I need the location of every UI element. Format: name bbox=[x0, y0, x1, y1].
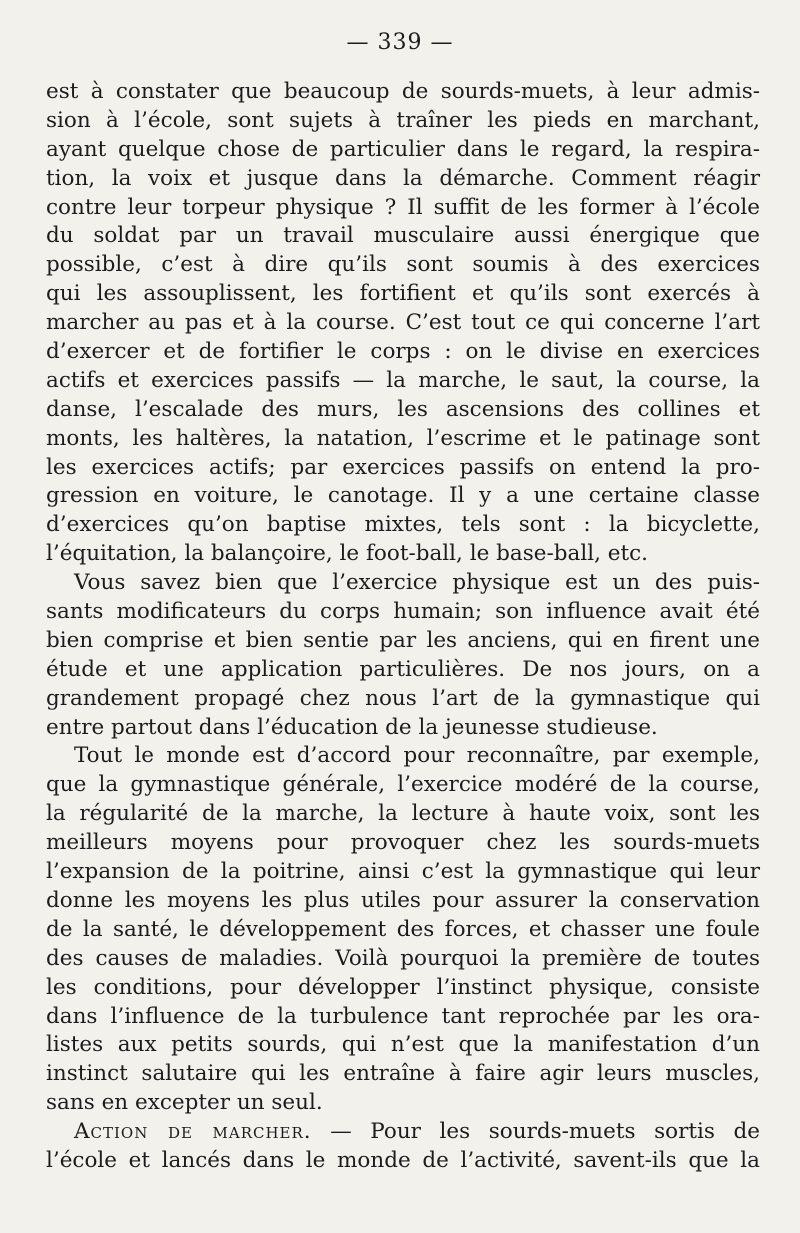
section-heading-continuation: — Pour les sourds-muets sortis de bbox=[311, 1119, 761, 1145]
text-line: que la gymnastique générale, l’exercice modéré de la course, bbox=[46, 772, 760, 798]
text-line: meilleurs moyens pour provoquer chez les sourds-muets bbox=[46, 830, 760, 856]
text-line: les conditions, pour développer l’instinct physique, consiste bbox=[46, 974, 760, 1000]
text-line: de la santé, le développement des forces, et chasser une foule bbox=[46, 916, 760, 942]
text-line: sans en excepter un seul. bbox=[46, 1090, 323, 1116]
text-line: Tout le monde est d’accord pour reconnaître, par exemple, bbox=[74, 743, 760, 769]
text-line: possible, c’est à dire qu’ils sont soumis à des exercices bbox=[46, 252, 760, 278]
text-line: des causes de maladies. Voilà pourquoi la première de toutes bbox=[46, 945, 760, 971]
section-heading: Action de marcher. bbox=[74, 1119, 312, 1145]
text-line: étude et une application particulières. De nos jours, on a bbox=[46, 656, 760, 682]
text-line: monts, les haltères, la natation, l’escrime et le patinage sont bbox=[46, 425, 760, 451]
text-line: d’exercices qu’on baptise mixtes, tels sont : la bicyclette, bbox=[46, 512, 760, 538]
text-line: qui les assouplissent, les fortifient et qu’ils sont exercés à bbox=[46, 281, 760, 307]
text-line: Vous savez bien que l’exercice physique est un des puis- bbox=[74, 570, 760, 596]
text-line: marcher au pas et à la course. C’est tout ce qui concerne l’art bbox=[46, 310, 760, 336]
text-line: grandement propagé chez nous l’art de la gymnastique qui bbox=[46, 685, 760, 711]
text-line: sion à l’école, sont sujets à traîner les pieds en marchant, bbox=[46, 107, 760, 133]
text-line: actifs et exercices passifs — la marche, le saut, la course, la bbox=[46, 367, 760, 393]
text-line: entre partout dans l’éducation de la jeunesse studieuse. bbox=[46, 714, 658, 740]
text-line: donne les moyens les plus utiles pour assurer la conservation bbox=[46, 887, 760, 913]
text-line: bien comprise et bien sentie par les anciens, qui en firent une bbox=[46, 627, 760, 653]
page-number: — 339 — bbox=[346, 30, 454, 55]
text-line: l’école et lancés dans le monde de l’activité, savent-ils que la bbox=[46, 1147, 760, 1173]
text-line: du soldat par un travail musculaire aussi énergique que bbox=[46, 223, 760, 249]
text-line: tion, la voix et jusque dans la démarche. Comment réagir bbox=[46, 165, 760, 191]
text-line: danse, l’escalade des murs, les ascensions des collines et bbox=[46, 396, 760, 422]
text-line: ayant quelque chose de particulier dans le regard, la respira- bbox=[46, 136, 760, 162]
body-text bbox=[46, 78, 760, 1176]
text-line bbox=[46, 1118, 760, 1147]
text-line: l’équitation, la balançoire, le foot-ball, le base-ball, etc. bbox=[46, 541, 648, 567]
text-line: sants modificateurs du corps humain; son influence avait été bbox=[46, 599, 760, 625]
text-line: contre leur torpeur physique ? Il suffit de les former à l’école bbox=[46, 194, 760, 220]
text-line: gression en voiture, le canotage. Il y a une certaine classe bbox=[46, 483, 760, 509]
text-line: les exercices actifs; par exercices passifs on entend la pro- bbox=[46, 454, 760, 480]
text-line: d’exercer et de fortifier le corps : on le divise en exercices bbox=[46, 339, 760, 365]
text-line: dans l’influence de la turbulence tant reprochée par les ora- bbox=[46, 1003, 760, 1029]
text-line: listes aux petits sourds, qui n’est que la manifestation d’un bbox=[46, 1032, 760, 1058]
text-line: la régularité de la marche, la lecture à haute voix, sont les bbox=[46, 801, 760, 827]
text-line: est à constater que beaucoup de sourds-muets, à leur admis- bbox=[46, 79, 760, 104]
text-line: instinct salutaire qui les entraîne à faire agir leurs muscles, bbox=[46, 1061, 760, 1087]
text-line: l’expansion de la poitrine, ainsi c’est la gymnastique qui leur bbox=[46, 859, 760, 885]
